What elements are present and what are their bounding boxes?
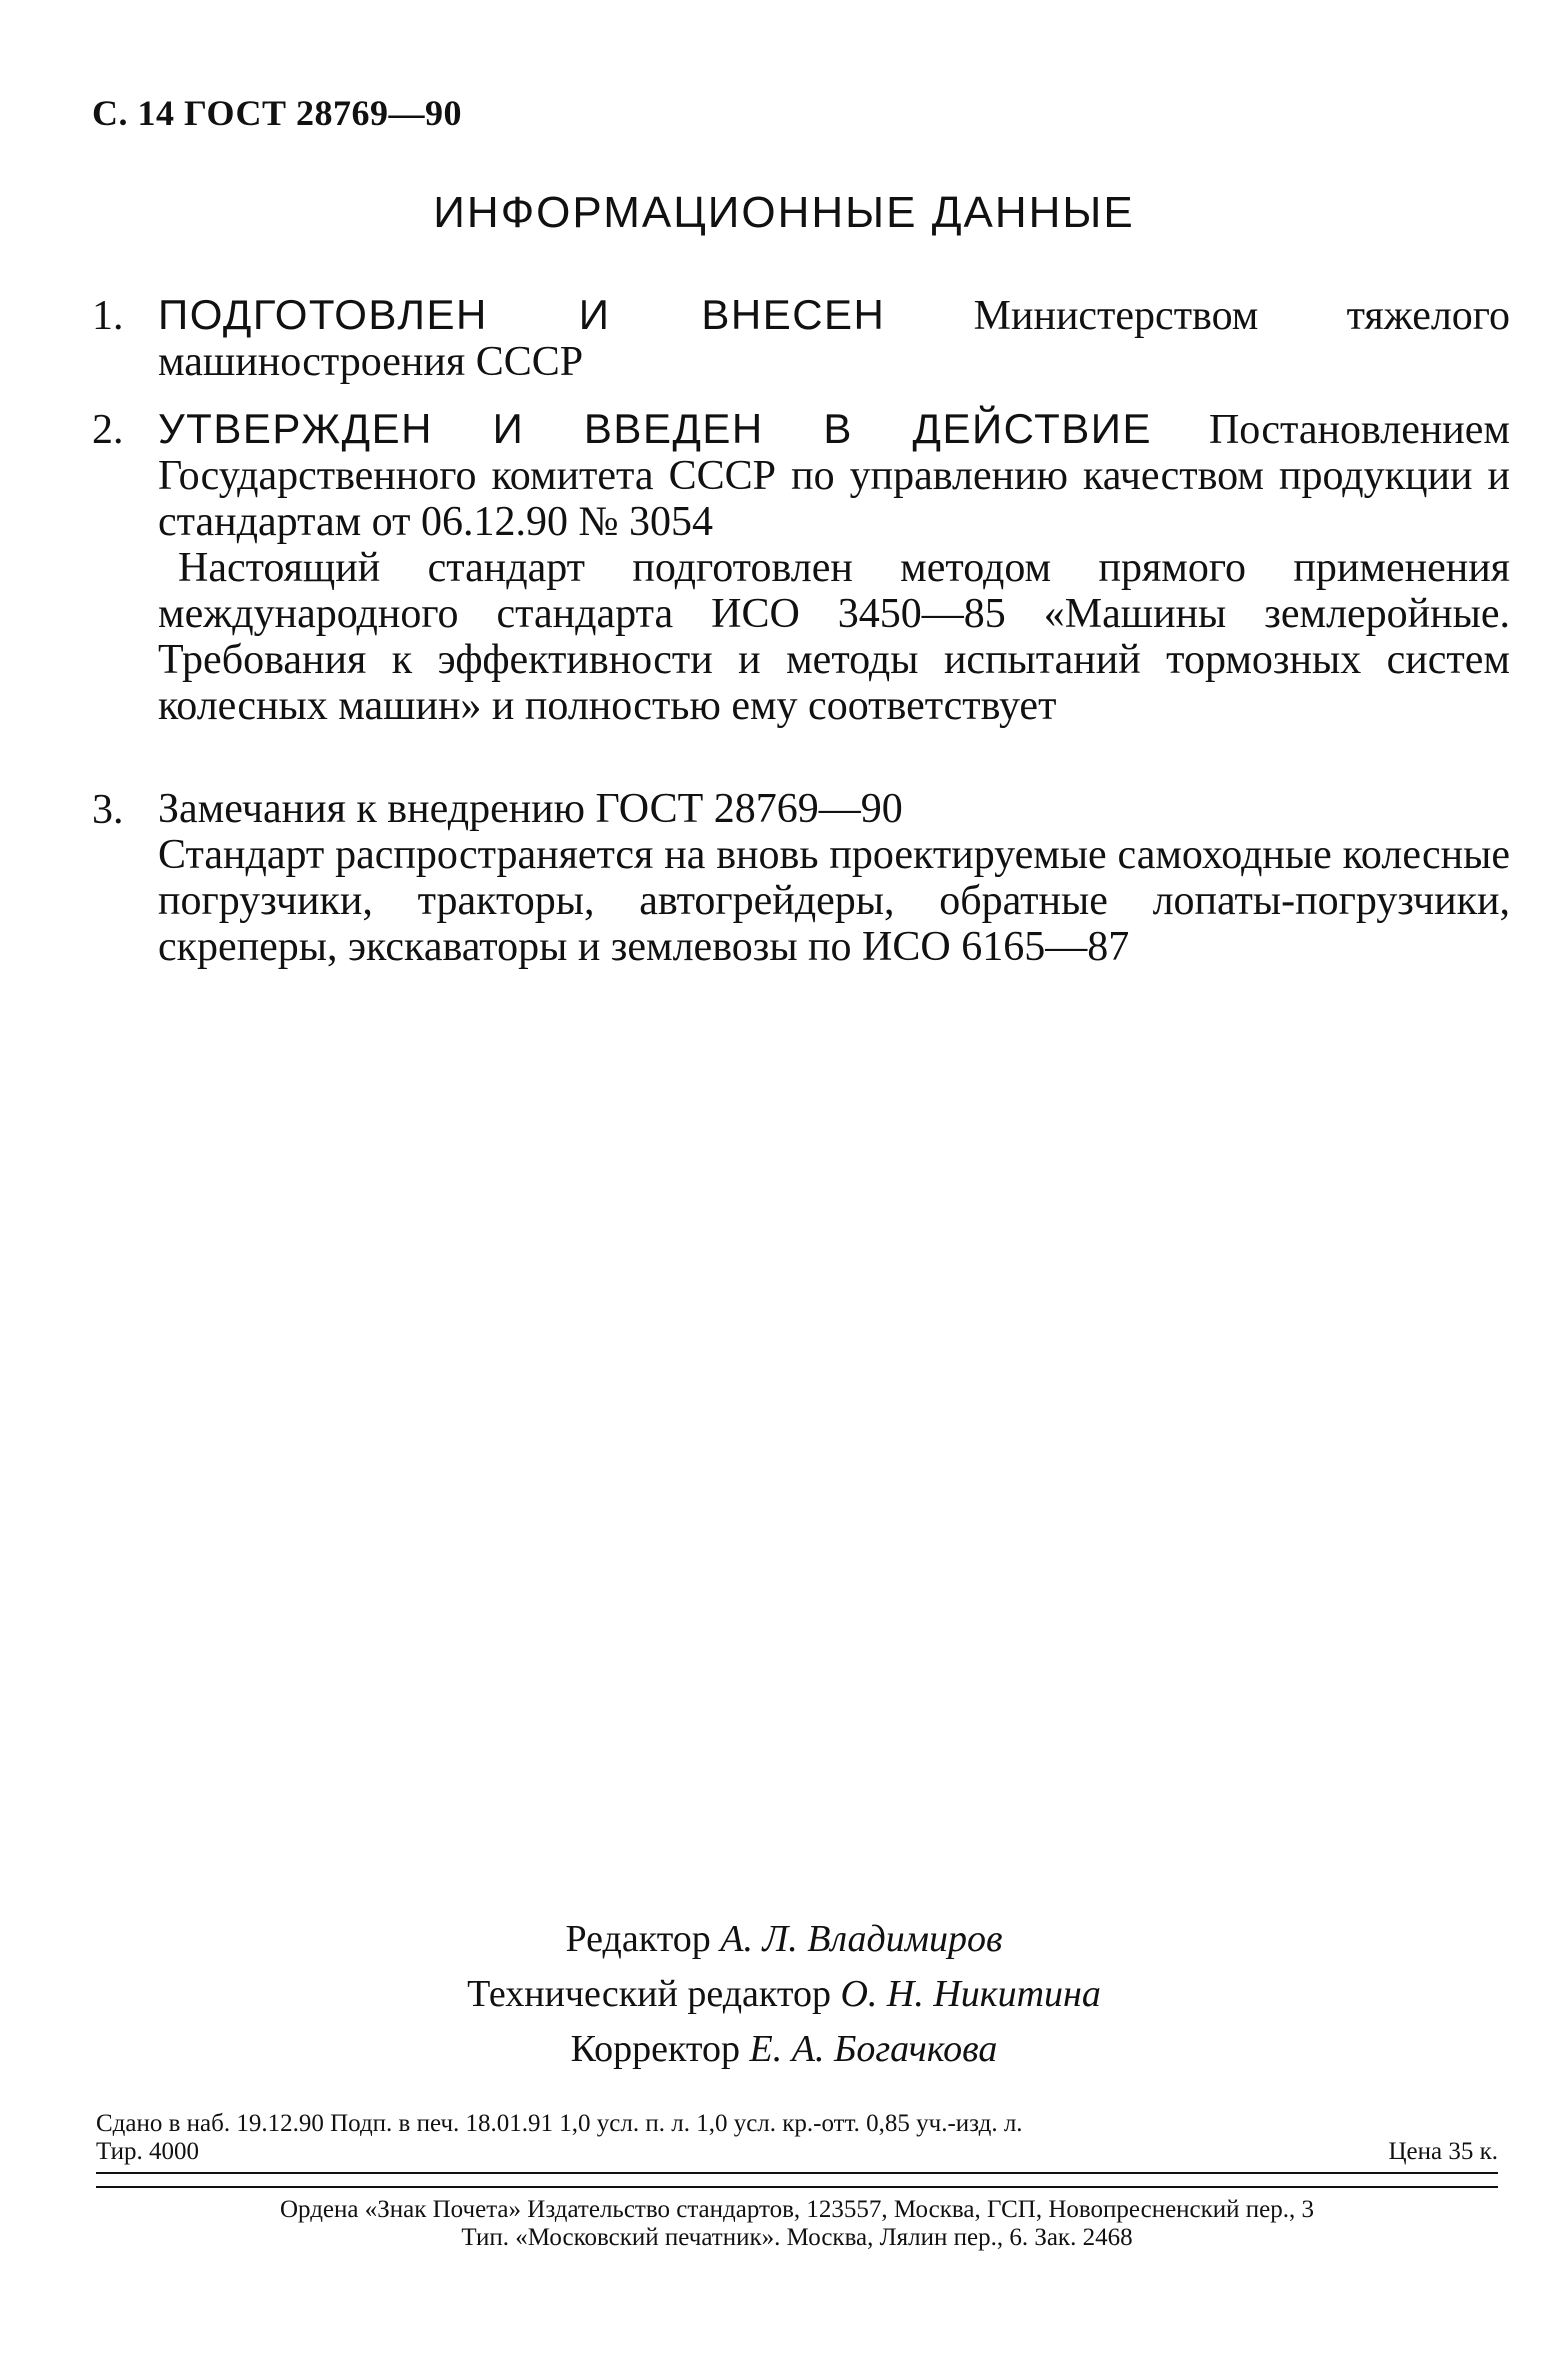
section-number: 3.: [92, 787, 124, 833]
section-lead: Замечания к внедрению ГОСТ 28769—90: [158, 786, 903, 832]
section-1: [92, 292, 1510, 385]
page-title: ИНФОРМАЦИОННЫЕ ДАННЫЕ: [433, 188, 1135, 237]
section-number: 1.: [92, 293, 124, 339]
credit-name: О. Н. Никитина: [840, 1973, 1101, 2015]
section-3: [92, 786, 1510, 970]
section-lead: УТВЕРЖДЕН И ВВЕДЕН В ДЕЙСТВИЕ: [158, 405, 1152, 452]
credit-role: Корректор: [570, 2028, 741, 2070]
credit-name: А. Л. Владимиров: [720, 1918, 1003, 1960]
section-text: Постановлением Государственного комитета СССР по управлению качеством продукции и стандартам от 06.12.90 № 3054: [158, 407, 1511, 545]
section-text: Министерством тяжелого машиностроения СССР: [158, 293, 1510, 385]
section-number: 2.: [92, 407, 124, 453]
price: Цена 35 к.: [1388, 2138, 1498, 2165]
credit-corrector: [0, 2022, 1568, 2077]
imprint-line-1: Сдано в наб. 19.12.90 Подп. в печ. 18.01.91 1,0 усл. п. л. 1,0 усл. кр.-отт. 0,85 уч.-изд. л.: [96, 2110, 1023, 2137]
credit-name: Е. А. Богачкова: [749, 2028, 998, 2070]
publisher-line: Ордена «Знак Почета» Издательство стандартов, 123557, Москва, ГСП, Новопресненский пер., 3: [279, 2196, 1315, 2223]
section-paragraph: Настоящий стандарт подготовлен методом прямого применения международного стандарта ИСО 3450—85 «Машины землеройные. Требования к эффективности и методы испытаний тормозных систем колесных машин» и полностью ему соответствует: [158, 545, 1510, 729]
section-2: [92, 406, 1510, 729]
credit-editor: [0, 1912, 1568, 1967]
section-body: [158, 292, 1510, 385]
print-run: Тир. 4000: [96, 2138, 200, 2165]
printer-info: [96, 2196, 1498, 2252]
credit-tech-editor: [0, 1967, 1568, 2022]
section-body: [158, 406, 1510, 545]
section-text: Стандарт распространяется на вновь проектируемые самоходные колесные погрузчики, тракторы, автогрейдеры, обратные лопаты-погрузчики, скреперы, экскаваторы и землевозы по ИСО 6165—87: [158, 832, 1510, 970]
divider: [96, 2186, 1498, 2188]
imprint-block: [96, 2110, 1498, 2166]
imprint-line-2: [96, 2138, 1498, 2166]
credit-role: Технический редактор: [467, 1973, 831, 2015]
editorial-credits: [0, 1912, 1568, 2077]
page-header: С. 14 ГОСТ 28769—90: [92, 93, 462, 133]
divider: [96, 2172, 1498, 2174]
credit-role: Редактор: [565, 1918, 711, 1960]
printshop-line: Тип. «Московский печатник». Москва, Лялин пер., 6. Зак. 2468: [461, 2224, 1133, 2251]
section-lead: ПОДГОТОВЛЕН И ВНЕСЕН: [158, 291, 886, 338]
